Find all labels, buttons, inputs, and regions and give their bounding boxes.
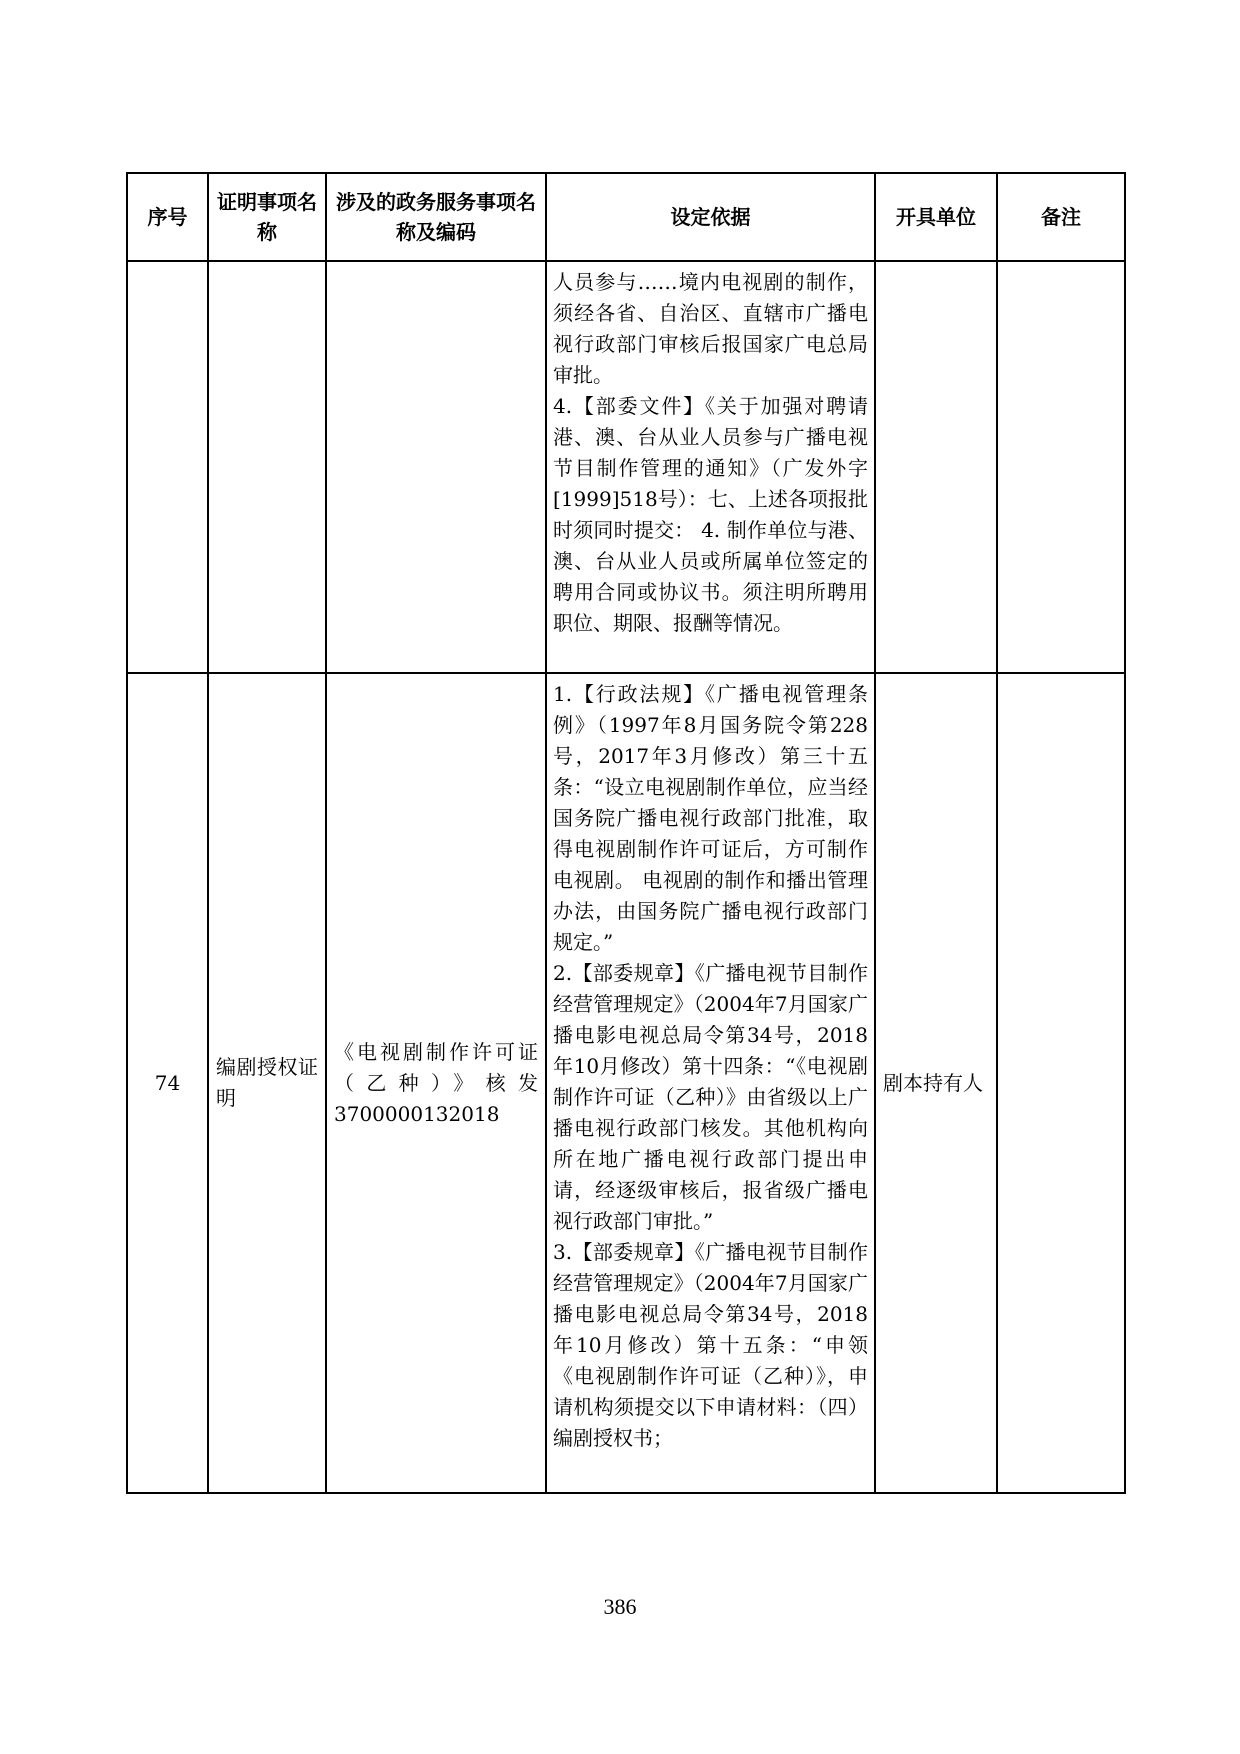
header-issuing-unit: 开具单位 (875, 173, 997, 261)
header-number: 序号 (127, 173, 208, 261)
header-service-item: 涉及的政务服务事项名称及编码 (326, 173, 546, 261)
legal-basis-cell (546, 673, 875, 1493)
cont-remark-cell (997, 261, 1125, 673)
table-header-row (127, 173, 1125, 261)
row-number-cell: 74 (127, 673, 208, 1493)
header-legal-basis: 设定依据 (546, 173, 875, 261)
basis-paragraph-1: 1.【行政法规】《广播电视管理条例》（1997年8月国务院令第228号，2017年3月修改）第三十五条：“设立电视剧制作单位，应当经国务院广播电视行政部门批准，取得电视剧制作许可证后，方可制作电视剧。 电视剧的制作和播出管理办法，由国务院广播电视行政部门规定。” (553, 682, 868, 954)
issuing-unit-cell: 剧本持有人 (875, 673, 997, 1493)
cont-number-cell (127, 261, 208, 673)
header-certificate-name: 证明事项名称 (208, 173, 326, 261)
cont-name-cell (208, 261, 326, 673)
certificate-name-cell: 编剧授权证明 (208, 673, 326, 1493)
cont-issuer-cell (875, 261, 997, 673)
cont-basis-cell (546, 261, 875, 673)
cont-basis-paragraph-2: 4.【部委文件】《关于加强对聘请港、澳、台从业人员参与广播电视节目制作管理的通知》（广发外字[1999]518号）：七、上述各项报批时须同时提交： 4. 制作单位与港、澳、台从业人员或所属单位签定的聘用合同或协议书。须注明所聘用职位、期限、报酬等情况。 (553, 394, 868, 635)
cont-basis-paragraph-1: 人员参与……境内电视剧的制作，须经各省、自治区、直辖市广播电视行政部门审核后报国家广电总局审批。 (553, 270, 868, 387)
table-row-74 (127, 673, 1125, 1493)
service-item-cell: 《电视剧制作许可证（乙种）》核发3700000132018 (326, 673, 546, 1493)
header-remarks: 备注 (997, 173, 1125, 261)
cont-service-cell (326, 261, 546, 673)
page-number: 386 (603, 1594, 637, 1619)
remarks-cell (997, 673, 1125, 1493)
basis-paragraph-3: 3.【部委规章】《广播电视节目制作经营管理规定》（2004年7月国家广播电影电视总局令第34号，2018年10月修改）第十五条：“申领《电视剧制作许可证（乙种）》，申请机构须提交以下申请材料：（四）编剧授权书； (553, 1240, 868, 1450)
table-row-continuation (127, 261, 1125, 673)
document-table (126, 172, 1126, 1494)
basis-paragraph-2: 2.【部委规章】《广播电视节目制作经营管理规定》（2004年7月国家广播电影电视总局令第34号，2018年10月修改）第十四条：“《电视剧制作许可证（乙种）》由省级以上广播电视行政部门核发。其他机构向所在地广播电视行政部门提出申请，经逐级审核后，报省级广播电视行政部门审批。” (553, 961, 868, 1233)
